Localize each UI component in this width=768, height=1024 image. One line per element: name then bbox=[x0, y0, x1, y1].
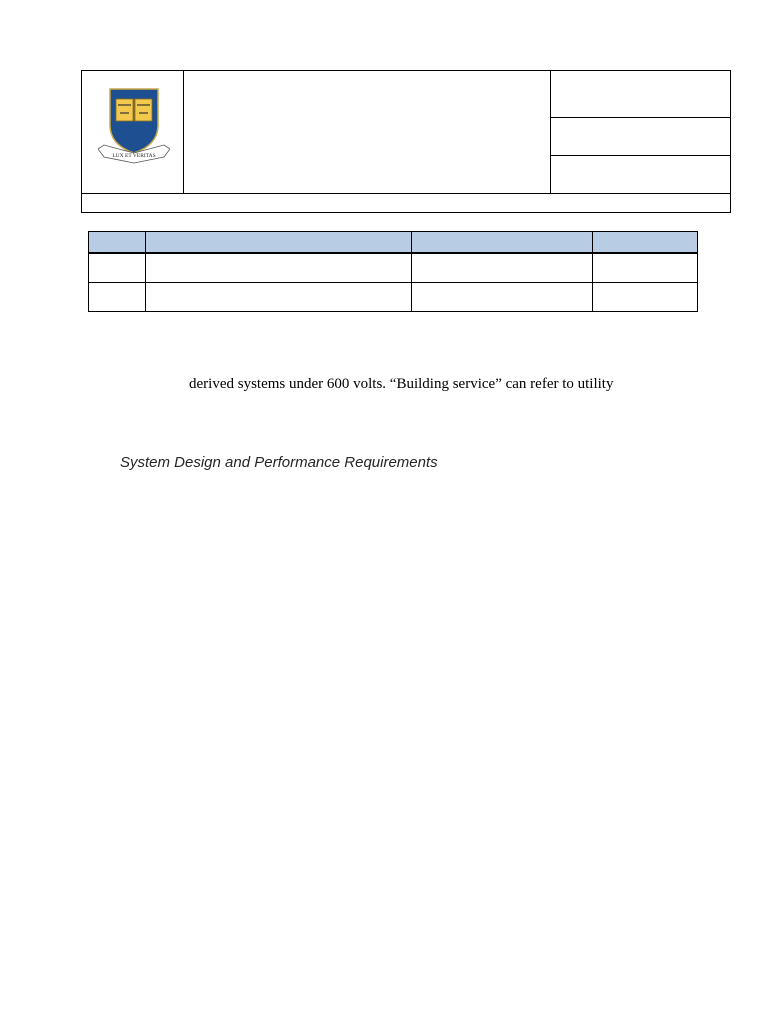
logo-cell bbox=[82, 71, 184, 194]
revision-table bbox=[88, 231, 698, 312]
table-row bbox=[89, 283, 698, 312]
table-cell bbox=[412, 283, 593, 312]
section-heading: System Design and Performance Requirements bbox=[120, 454, 438, 471]
table-row bbox=[89, 253, 698, 283]
meta-cell-2 bbox=[551, 118, 731, 156]
book-right-page bbox=[135, 99, 152, 121]
meta-cell-3 bbox=[551, 156, 731, 194]
table-cell bbox=[412, 253, 593, 283]
document-header bbox=[81, 70, 731, 213]
table-cell bbox=[593, 253, 698, 283]
book-left-page bbox=[116, 99, 133, 121]
yale-shield-logo bbox=[98, 87, 170, 165]
revision-col-header bbox=[146, 232, 412, 254]
title-cell bbox=[184, 71, 551, 194]
table-cell bbox=[89, 283, 146, 312]
meta-cell-1 bbox=[551, 71, 731, 118]
body-paragraph: derived systems under 600 volts. “Building service” can refer to utility bbox=[189, 376, 614, 392]
table-cell bbox=[593, 283, 698, 312]
table-cell bbox=[89, 253, 146, 283]
revision-col-header bbox=[412, 232, 593, 254]
revision-col-header bbox=[593, 232, 698, 254]
revision-col-header bbox=[89, 232, 146, 254]
table-cell bbox=[146, 283, 412, 312]
header-footer-row bbox=[82, 193, 730, 212]
motto-text: LUX ET VERITAS bbox=[112, 153, 156, 159]
table-cell bbox=[146, 253, 412, 283]
revision-table-header-row bbox=[89, 232, 698, 254]
